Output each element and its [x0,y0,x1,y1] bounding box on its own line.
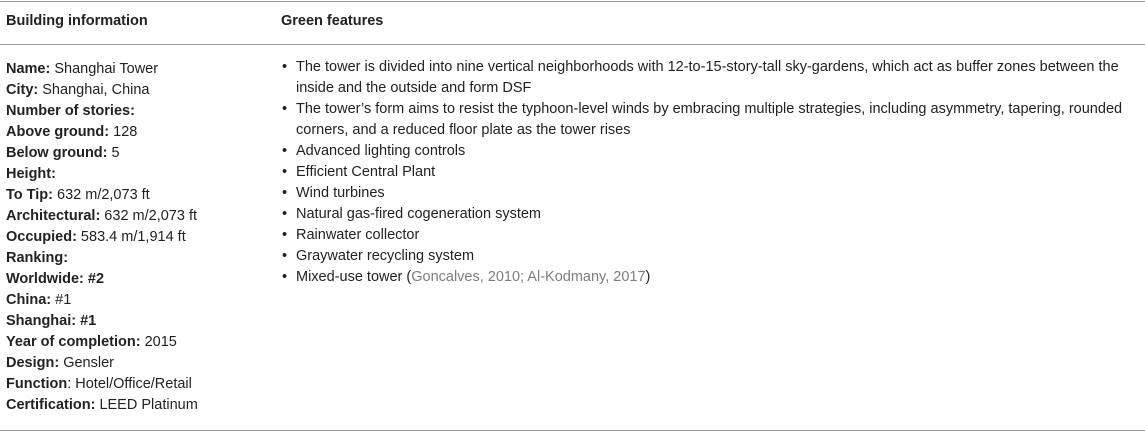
green-feature-item [281,267,1141,288]
building-info-key: Ranking: [6,250,69,266]
building-info-row [6,332,271,353]
building-info-row [6,185,271,206]
building-info-value: 632 m/2,073 ft [100,208,198,224]
green-feature-item [281,162,1141,183]
building-info-row [6,290,271,311]
bullet-icon: • [282,101,288,117]
building-info-key: Worldwide: #2 [6,271,105,287]
header-green-features: Green features [281,13,384,29]
building-info-value: : Hotel/Office/Retail [67,376,192,392]
building-info-key: Above ground: [6,124,110,140]
building-info-row [6,311,271,332]
green-feature-item [281,204,1141,225]
building-info-key: Below ground: [6,145,108,161]
building-info-value: 583.4 m/1,914 ft [76,229,186,245]
green-feature-item [281,183,1141,204]
building-info-value: 632 m/2,073 ft [52,187,150,203]
building-info-key: China: [6,292,52,308]
green-feature-text: Rainwater collector [296,227,420,243]
green-feature-item [281,99,1141,141]
green-feature-item [281,225,1141,246]
building-info-key: Number of stories: [6,103,135,119]
building-information-column [6,59,271,416]
bullet-icon: • [282,248,288,264]
table-top-rule [0,1,1145,2]
building-info-key: Occupied: [6,229,77,245]
building-info-row [6,101,271,122]
building-info-key: Function [6,376,68,392]
green-feature-text: Graywater recycling system [296,248,475,264]
building-info-key: Year of completion: [6,334,141,350]
building-info-row [6,374,271,395]
green-feature-text-tail: ) [645,269,651,285]
building-info-key: To Tip: [6,187,53,203]
bullet-icon: • [282,185,288,201]
building-info-row [6,143,271,164]
bullet-icon: • [282,227,288,243]
bullet-icon: • [282,143,288,159]
bullet-icon: • [282,59,288,75]
building-info-key: Design: [6,355,60,371]
green-feature-item [281,246,1141,267]
building-info-row [6,59,271,80]
green-feature-text: Mixed-use tower ( [296,269,412,285]
building-info-value: Shanghai Tower [50,61,159,77]
green-feature-text: Efficient Central Plant [296,164,436,180]
building-info-row [6,122,271,143]
building-info-row [6,206,271,227]
green-feature-text: Wind turbines [296,185,385,201]
green-features-column [281,57,1141,288]
green-feature-text: The tower’s form aims to resist the typhoon-level winds by embracing multiple strategies, including asymmetry, tapering, rounded corners, and a reduced floor plate as the tower rises [296,101,1123,138]
green-feature-text: Advanced lighting controls [296,143,466,159]
green-feature-text: The tower is divided into nine vertical neighborhoods with 12-to-15-story-tall sky-gardens, which act as buffer zones between the inside and the outside and form DSF [296,59,1119,96]
building-info-row [6,164,271,185]
green-feature-item [281,57,1141,99]
building-info-value: 5 [107,145,120,161]
building-info-key: Height: [6,166,56,182]
building-info-row [6,80,271,101]
building-info-row [6,248,271,269]
citation-link[interactable]: Goncalves, 2010; Al-Kodmany, 2017 [411,269,646,285]
bullet-icon: • [282,164,288,180]
building-info-row [6,269,271,290]
building-info-value: LEED Platinum [95,397,198,413]
building-info-key: Name: [6,61,51,77]
building-info-key: Architectural: [6,208,101,224]
green-feature-text: Natural gas-fired cogeneration system [296,206,542,222]
green-feature-item [281,141,1141,162]
building-info-value: Shanghai, China [38,82,150,98]
header-rule [0,44,1145,45]
bullet-icon: • [282,269,288,285]
building-info-row [6,227,271,248]
building-info-value: 2015 [140,334,177,350]
building-info-key: Shanghai: #1 [6,313,97,329]
building-info-value: 128 [109,124,138,140]
building-info-value: #1 [51,292,72,308]
building-info-key: City: [6,82,39,98]
building-info-row [6,353,271,374]
building-info-key: Certification: [6,397,96,413]
table-bottom-rule [0,430,1145,431]
green-features-list [281,57,1141,288]
building-info-value: Gensler [59,355,114,371]
building-info-row [6,395,271,416]
header-building-information: Building information [6,13,148,29]
bullet-icon: • [282,206,288,222]
